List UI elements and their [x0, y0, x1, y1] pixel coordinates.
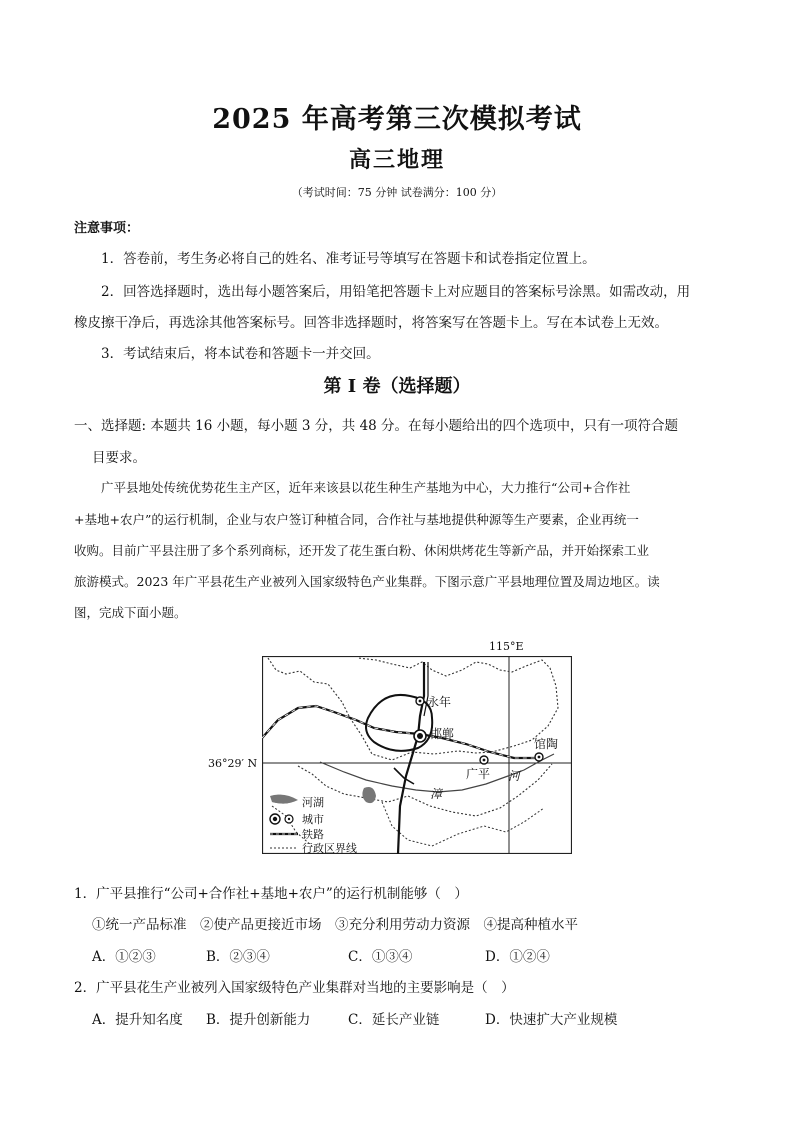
legend-label: 城市 — [302, 813, 324, 826]
question-statements: ①统一产品标准 ②使产品更接近市场 ③充分利用劳动力资源 ④提高种植水平 — [92, 917, 578, 933]
answer-option: B．②③④ — [206, 949, 270, 965]
passage-line: 旅游模式。2023 年广平县花生产业被列入国家级特色产业集群。下图示意广平县地理位置及周边地区。读 — [74, 574, 660, 589]
answer-option: D．快速扩大产业规模 — [485, 1012, 618, 1028]
exam-subtitle: 高三地理 — [348, 147, 445, 173]
answer-option: A．①②③ — [92, 949, 156, 965]
legend-label: 铁路 — [302, 828, 324, 841]
question-stem: 1．广平县推行“公司+合作社+基地+农户”的运行机制能够（ ） — [74, 886, 468, 902]
passage-line: 图，完成下面小题。 — [74, 605, 187, 620]
section-instruction: 目要求。 — [92, 450, 146, 466]
city-label: 永年 — [427, 695, 452, 709]
river-label: 漳 — [430, 787, 443, 801]
notice-item: 3．考试结束后，将本试卷和答题卡一并交回。 — [101, 346, 380, 362]
passage-line: 广平县地处传统优势花生主产区，近年来该县以花生种生产基地为中心，大力推行“公司+合作社 — [101, 480, 631, 495]
notice-heading: 注意事项： — [74, 221, 140, 236]
notice-item: 2．回答选择题时，选出每小题答案后，用铅笔把答题卡上对应题目的答案标号涂黑。如需改动，用 — [101, 284, 691, 300]
answer-option: D．①②④ — [485, 949, 550, 965]
city-label: 广平 — [466, 767, 491, 781]
answer-option: A．提升知名度 — [92, 1012, 183, 1028]
city-label: 邯郸 — [430, 727, 455, 741]
answer-option: C．延长产业链 — [348, 1012, 440, 1028]
passage-line: +基地+农户”的运行机制，企业与农户签订种植合同，合作社与基地提供种源等生产要素，企业再统一 — [74, 512, 639, 527]
legend-label: 行政区界线 — [302, 842, 357, 854]
exam-info: （考试时间：75 分钟 试卷满分：100 分） — [291, 186, 503, 199]
section-instruction: 一、选择题: 本题共 16 小题，每小题 3 分，共 48 分。在每小题给出的四个选项中，只有一项符合题 — [74, 418, 679, 434]
latitude-label: 36°29′ N — [208, 757, 258, 770]
exam-title: 2025 年高考第三次模拟考试 — [212, 104, 582, 135]
question-stem: 2．广平县花生产业被列入国家级特色产业集群对当地的主要影响是（ ） — [74, 980, 515, 996]
longitude-label: 115°E — [489, 640, 524, 653]
city-label: 馆陶 — [534, 737, 559, 751]
passage-line: 收购。目前广平县注册了多个系列商标，还开发了花生蛋白粉、休闲烘烤花生等新产品，并开始探索工业 — [74, 543, 650, 558]
section-title: 第 I 卷（选择题） — [323, 376, 471, 397]
legend-label: 河湖 — [302, 796, 324, 809]
answer-option: C．①③④ — [348, 949, 413, 965]
location-map — [262, 656, 572, 854]
notice-item: 橡皮擦干净后，再选涂其他答案标号。回答非选择题时，将答案写在答题卡上。写在本试卷上无效。 — [74, 315, 668, 331]
notice-item: 1．答卷前，考生务必将自己的姓名、准考证号等填写在答题卡和试卷指定位置上。 — [101, 251, 596, 267]
answer-option: B．提升创新能力 — [206, 1012, 311, 1028]
river-label: 河 — [508, 769, 521, 783]
